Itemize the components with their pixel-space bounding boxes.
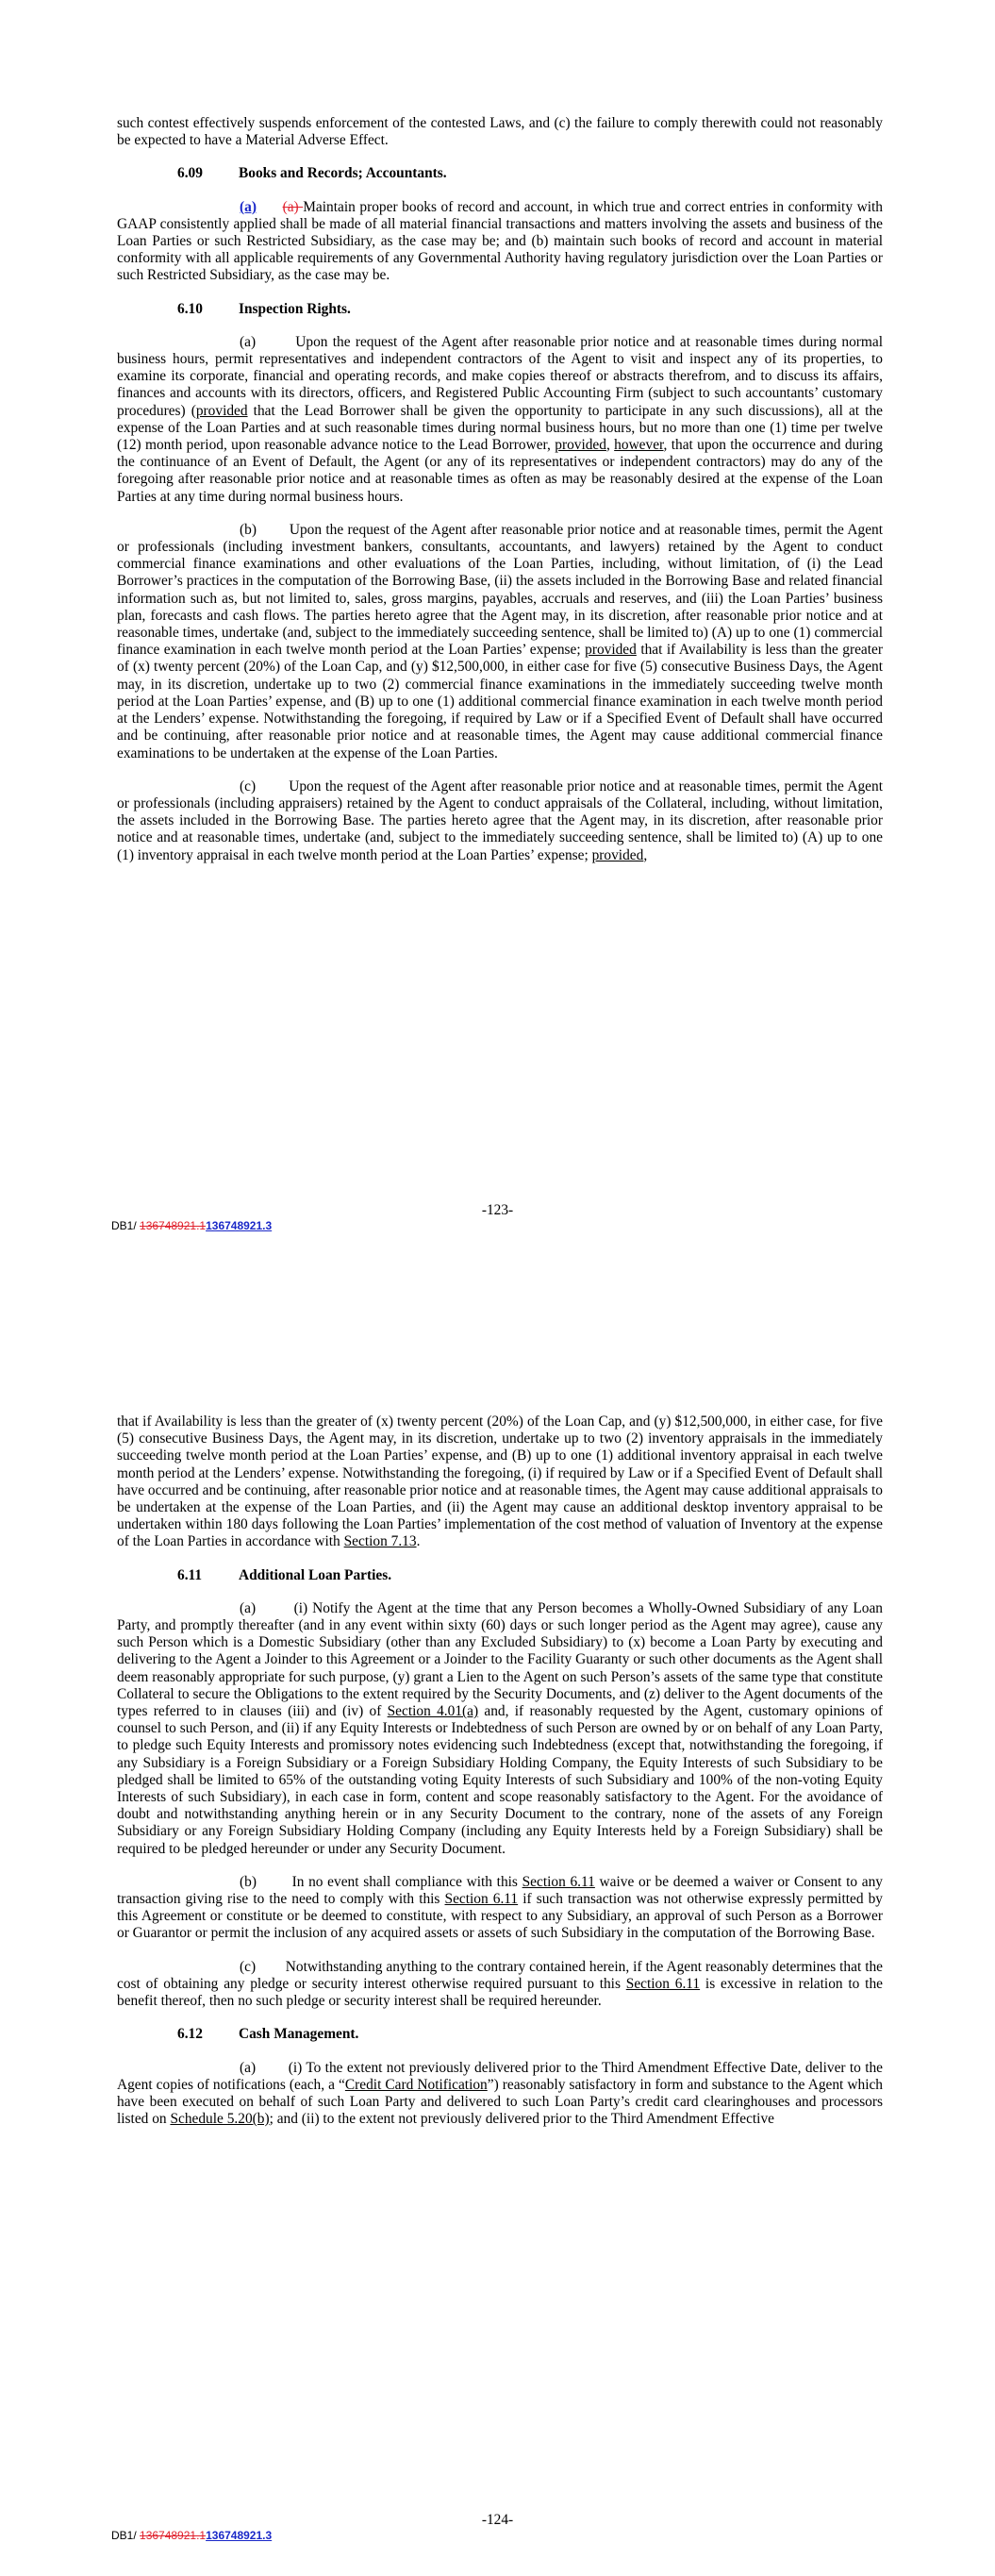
section-title: Books and Records; Accountants. — [239, 165, 447, 182]
paragraph-text: Maintain proper books of record and account, in which true and correct entries in conformity with GAAP consistently applied shall be made of all material financial transactions and matters involving the assets and business of the Loan Parties or such Restricted Subsidiary, as the case may be; and (b) maintain such books of record and account in material conformity with all applicable requirements of any Governmental Authority having regulatory jurisdiction over the Loan Parties or such Restricted Subsidiary, as the case may be. — [117, 198, 883, 284]
section-6-10-b-paragraph — [117, 522, 883, 762]
text: is excessive in relation to the benefit thereof, then no such pledge or security interest shall be required hereunder. — [117, 1975, 883, 2010]
section-6-10-c-paragraph — [117, 778, 883, 864]
document-id — [111, 1217, 272, 1234]
text: that if Availability is less than the greater of (x) twenty percent (20%) of the Loan Cap, and (y) $12,500,000, in either case, for five (5) consecutive Business Days, the Agent may, in its discretion, undertake up to two (2) inventory appraisals in the immediately succeeding twelve month period at the Loan Parties’ expense, and (B) up to one (1) additional inventory appraisal in each twelve month period at the Lenders’ expense. Notwithstanding the foregoing, (i) if required by Law or if a Specified Event of Default shall have occurred and be continuing, after reasonable prior notice and at reasonable times, the Agent may cause additional appraisals to be undertaken at the expense of the Loan Parties, and (ii) the Agent may cause an additional desktop inventory appraisal to be undertaken within 180 days following the Loan Parties’ implementation of the cost method of valuation of Inventory at the expense of the Loan Parties in accordance with — [117, 1413, 883, 1550]
text: that the Lead Borrower shall be given the opportunity to participate in any such discussions), all at the expense of the Loan Parties and at such reasonable times during normal business hours, but no more than one (1) time per twelve (12) month period, upon reasonable advance notice to the Lead Borrower, — [117, 402, 883, 454]
carryover-paragraph — [117, 1413, 883, 1551]
section-title: Cash Management. — [239, 2026, 359, 2043]
defined-term: Credit Card Notification — [344, 2076, 488, 2093]
deleted-text: (a) — [282, 198, 304, 215]
section-title: Additional Loan Parties. — [239, 1566, 392, 1583]
text: , — [643, 846, 648, 863]
text: , — [605, 437, 615, 454]
schedule-reference: Schedule 5.20(b) — [170, 2111, 270, 2128]
section-number: 6.09 — [177, 165, 203, 182]
document-id — [111, 2527, 272, 2544]
section-6-10-heading — [177, 301, 883, 318]
underlined-term: provided — [585, 642, 637, 659]
text: ; and (ii) to the extent not previously delivered prior to the Third Amendment Effective — [269, 2111, 774, 2128]
section-number: 6.10 — [177, 300, 203, 317]
section-6-12-heading — [177, 2026, 883, 2043]
section-6-09-paragraph — [117, 199, 883, 285]
text: (a) (i) Notify the Agent at the time that any Person becomes a Wholly-Owned Subsidiary of any Loan Party, and promptly thereafter (and in any event within sixty (60) days or such longer period as the Agent may agree), cause any such Person which is a Domestic Subsidiary (other than any Excluded Subsidiary) to (x) become a Loan Party by executing and delivering to the Agent a Joinder to this Agreement or a Joinder to the Facility Guaranty or such other documents as the Agent shall deem reasonably appropriate for such purpose, (y) grant a Lien to the Agent on such Person’s assets of the same type that constitute Collateral to secure the Obligations to the extent required by the Security Documents, and (z) deliver to the Agent documents of the types referred to in clauses (iii) and (iv) of — [117, 1599, 883, 1720]
text: ”) reasonably satisfactory in form and substance to the Agent which have been executed on behalf of such Loan Party and delivered to such Loan Party’s credit card clearinghouses and processors listed on — [117, 2076, 883, 2128]
section-6-12-a-paragraph — [117, 2060, 883, 2129]
section-reference: Section 7.13 — [343, 1533, 417, 1550]
section-title: Inspection Rights. — [239, 300, 351, 317]
carryover-paragraph: such contest effectively suspends enforcement of the contested Laws, and (c) the failure to comply therewith could not reasonably be expected to have a Material Adverse Effect. — [117, 115, 883, 149]
section-number: 6.11 — [177, 1566, 203, 1583]
text: (a) (i) To the extent not previously delivered prior to the Third Amendment Effective Date, deliver to the Agent copies of notifications (each, a “ — [117, 2059, 883, 2093]
underlined-term: however — [614, 437, 664, 454]
underlined-term: provided — [195, 402, 248, 419]
section-reference: Section 6.11 — [522, 1873, 595, 1890]
doc-id-deleted: 136748921.1 — [140, 2529, 207, 2542]
text: , that upon the occurrence and during the continuance of an Event of Default, the Agent (or any of its representatives or independent contractors) may do any of the foregoing after reasonable prior notice and at reasonable times as often as may be reasonably desired at the expense of the Loan Parties at any time during normal business hours. — [117, 437, 884, 505]
section-reference: Section 6.11 — [625, 1975, 701, 1992]
doc-id-prefix: DB1/ — [111, 2529, 141, 2542]
section-6-11-heading — [177, 1567, 883, 1584]
page-123 — [0, 0, 995, 1255]
section-6-11-b-paragraph — [117, 1874, 883, 1943]
text: (b) In no event shall compliance with this — [240, 1873, 522, 1890]
page-124-body — [117, 1413, 883, 2144]
text: (a) Upon the request of the Agent after reasonable prior notice and at reasonable times during normal business hours, permit representatives and independent contractors of the Agent to visit and inspect any of its properties, to examine its corporate, financial and operating records, and make copies thereof or abstracts therefrom, and to discuss its affairs, finances and accounts with its directors, officers, and Registered Public Accounting Firm (subject to such accountants’ customary procedures) ( — [117, 333, 883, 419]
underlined-term: provided — [591, 846, 644, 863]
section-6-11-c-paragraph — [117, 1959, 883, 2011]
inserted-text: (a) — [240, 198, 257, 215]
page-124 — [0, 1349, 995, 2576]
section-6-09-heading — [177, 165, 883, 182]
section-number: 6.12 — [177, 2026, 203, 2043]
section-reference: Section 4.01(a) — [387, 1703, 479, 1720]
doc-id-deleted: 136748921.1 — [140, 1219, 207, 1232]
text: if such transaction was not otherwise expressly permitted by this Agreement or constitute or be deemed to constitute, with respect to any Subsidiary, an approval of such Person as a Borrower or Guarantor or permit the inclusion of any acquired assets or assets of such Subsidiary in the computation of the Borrowing Base. — [117, 1891, 883, 1942]
text: that if Availability is less than the greater of (x) twenty percent (20%) of the Loan Cap, and (y) $12,500,000, in either case for five (5) consecutive Business Days, the Agent may, in its discretion, undertake up to two (2) commercial finance examinations in the immediately succeeding twelve month period at the Loan Parties’ expense, and (B) up to one (1) additional commercial finance examination in each twelve month period at the Lenders’ expense. Notwithstanding the foregoing, if required by Law or if a Specified Event of Default shall have occurred and be continuing, after reasonable prior notice and at reasonable times, the Agent may cause additional commercial finance examinations to be undertaken at the expense of the Loan Parties. — [117, 642, 883, 761]
section-6-10-a-paragraph — [117, 334, 883, 506]
text: (c) Upon the request of the Agent after reasonable prior notice and at reasonable times, permit the Agent or professionals (including appraisers) retained by the Agent to conduct appraisals of the Collateral, including, without limitation, the assets included in the Borrowing Base. The parties hereto agree that the Agent may, in its discretion, after reasonable prior notice and at reasonable times, undertake (and, subject to the immediately succeeding sentence, shall be limited to) (A) up to one (1) inventory appraisal in each twelve month period at the Loan Parties’ expense; — [117, 778, 883, 863]
section-6-11-a-paragraph — [117, 1600, 883, 1858]
text: (b) Upon the request of the Agent after reasonable prior notice and at reasonable times, permit the Agent or professionals (including investment bankers, consultants, accountants, and lawyers) retained by the Agent to conduct commercial finance examinations and other evaluations of the Loan Parties, including, without limitation, of (i) the Lead Borrower’s practices in the computation of the Borrowing Base, (ii) the assets included in the Borrowing Base and related financial information such as, but not limited to, sales, gross margins, payables, accruals and reserves, and (iii) the Loan Parties’ business plan, forecasts and cash flows. The parties hereto agree that the Agent may, in its discretion, after reasonable prior notice and at reasonable times, undertake (and, subject to the immediately succeeding sentence, shall be limited to) (A) up to one (1) commercial finance examination in each twelve month period at the Loan Parties’ expense; — [117, 521, 883, 659]
text: and, if reasonably requested by the Agent, customary opinions of counsel to such Person, and (ii) if any Equity Interests or Indebtedness of such Person are owned by or on behalf of any Loan Party, to pledge such Equity Interests and promissory notes evidencing such Indebtedness (except that, notwithstanding the foregoing, if any Subsidiary is a Foreign Subsidiary or a Foreign Subsidiary Holding Company, the Equity Interests of such Subsidiary to be pledged shall be limited to 65% of the outstanding voting Equity Interests of such Subsidiary and 100% of the non-voting Equity Interests of such Subsidiary), in each case in form, content and scope reasonably satisfactory to the Agent. For the avoidance of doubt and notwithstanding anything herein or in any Security Document to the contrary, none of the assets of any Foreign Subsidiary or any Foreign Subsidiary Holding Company (including any Equity Interests held by a Foreign Subsidiary) shall be required to be pledged hereunder or under any Security Document. — [117, 1703, 883, 1857]
doc-id-inserted: 136748921.3 — [206, 2529, 273, 2542]
doc-id-inserted: 136748921.3 — [206, 1219, 273, 1232]
page-number: -124- — [481, 2512, 514, 2528]
text: (c) Notwithstanding anything to the contrary contained herein, if the Agent reasonably determines that the cost of obtaining any pledge or security interest otherwise required pursuant to this — [117, 1958, 883, 1992]
underlined-term: provided — [555, 437, 606, 454]
page-number: -123- — [481, 1202, 514, 1218]
section-reference: Section 6.11 — [444, 1891, 519, 1908]
text: waive or be deemed a waiver or Consent to any transaction giving rise to the need to comply with this — [117, 1873, 883, 1908]
text: . — [416, 1533, 421, 1550]
doc-id-prefix: DB1/ — [111, 1219, 141, 1232]
page-123-body — [117, 115, 883, 880]
